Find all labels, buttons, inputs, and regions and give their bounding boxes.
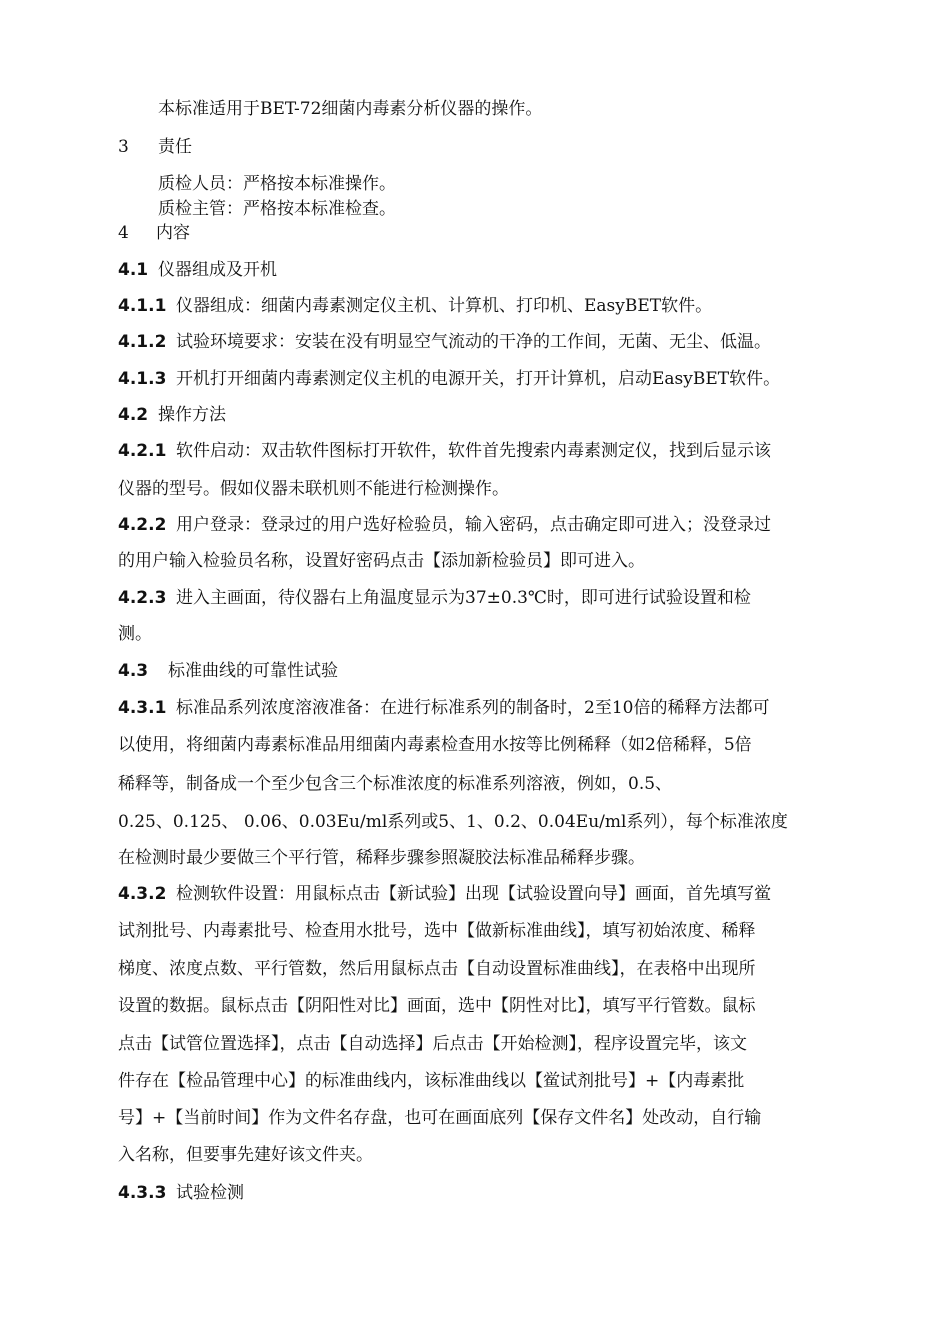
clause-number: 4.3.2: [118, 884, 167, 904]
responsibility-line: 质检人员：严格按本标准操作。: [158, 174, 396, 194]
clause-text: 试验环境要求：安装在没有明显空气流动的干净的工作间，无菌、无尘、低温。: [176, 332, 771, 352]
clause-number: 4.2.1: [118, 441, 167, 461]
section-number: 4.2: [118, 405, 149, 425]
clause-continuation: 点击【试管位置选择】，点击【自动选择】后点击【开始检测】，程序设置完毕，该文: [118, 1034, 747, 1054]
clause-number: 4.1.3: [118, 369, 167, 389]
clause-continuation: 仪器的型号。假如仪器未联机则不能进行检测操作。: [118, 479, 509, 499]
clause-continuation: 的用户输入检验员名称，设置好密码点击【添加新检验员】即可进入。: [118, 551, 645, 571]
section-4-3-heading: [118, 660, 338, 682]
clause-4-1-3: [118, 368, 780, 390]
clause-text: 检测软件设置：用鼠标点击【新试验】出现【试验设置向导】画面，首先填写鲎: [176, 884, 771, 904]
section-4-2-heading: [118, 404, 226, 426]
responsibility-line: 质检主管：严格按本标准检查。: [158, 199, 396, 219]
clause-continuation: 0.25、0.125、 0.06、0.03Eu/ml系列或5、1、0.2、0.04Eu/ml系列），每个标准浓度: [118, 812, 788, 832]
intro-paragraph: 本标准适用于BET-72细菌内毒素分析仪器的操作。: [158, 99, 543, 119]
clause-continuation: 稀释等，制备成一个至少包含三个标准浓度的标准系列溶液，例如，0.5、: [118, 774, 673, 794]
section-number: 3: [118, 137, 129, 157]
section-number: 4: [118, 223, 129, 243]
clause-4-2-3: [118, 587, 751, 609]
clause-text: 软件启动：双击软件图标打开软件，软件首先搜索内毒素测定仪，找到后显示该: [176, 441, 771, 461]
section-title: 责任: [158, 137, 192, 157]
section-3-heading: [118, 136, 192, 158]
section-4-1-heading: [118, 259, 277, 281]
clause-continuation: 入名称，但要事先建好该文件夹。: [118, 1145, 373, 1165]
clause-number: 4.2.3: [118, 588, 167, 608]
clause-text: 标准品系列浓度溶液准备：在进行标准系列的制备时，2至10倍的稀释方法都可: [176, 698, 770, 718]
section-title: 仪器组成及开机: [158, 260, 277, 280]
clause-4-1-1: [118, 295, 712, 317]
section-title: 操作方法: [158, 405, 226, 425]
section-4-heading: [118, 222, 190, 244]
clause-4-3-3-heading: [118, 1182, 244, 1204]
clause-number: 4.3.1: [118, 698, 167, 718]
clause-continuation: 件存在【检品管理中心】的标准曲线内，该标准曲线以【鲎试剂批号】+【内毒素批: [118, 1071, 745, 1091]
clause-number: 4.1.2: [118, 332, 167, 352]
clause-number: 4.1.1: [118, 296, 167, 316]
clause-4-3-2: [118, 883, 771, 905]
clause-text: 仪器组成：细菌内毒素测定仪主机、计算机、打印机、EasyBET软件。: [176, 296, 713, 316]
section-title: 内容: [156, 223, 190, 243]
clause-continuation: 测。: [118, 624, 152, 644]
clause-4-2-2: [118, 514, 771, 536]
clause-continuation: 号】+【当前时间】作为文件名存盘，也可在画面底列【保存文件名】处改动，自行输: [118, 1108, 762, 1128]
section-title: 标准曲线的可靠性试验: [168, 661, 338, 681]
clause-number: 4.3.3: [118, 1183, 167, 1203]
clause-4-1-2: [118, 331, 771, 353]
clause-4-2-1: [118, 440, 771, 462]
clause-continuation: 设置的数据。鼠标点击【阴阳性对比】画面，选中【阴性对比】，填写平行管数。鼠标: [118, 996, 756, 1016]
clause-text: 进入主画面，待仪器右上角温度显示为37±0.3℃时，即可进行试验设置和检: [176, 588, 751, 608]
clause-text: 开机打开细菌内毒素测定仪主机的电源开关，打开计算机，启动EasyBET软件。: [176, 369, 781, 389]
clause-continuation: 试剂批号、内毒素批号、检查用水批号，选中【做新标准曲线】，填写初始浓度、稀释: [118, 921, 756, 941]
section-number: 4.3: [118, 661, 149, 681]
clause-text: 用户登录：登录过的用户选好检验员，输入密码，点击确定即可进入；没登录过: [176, 515, 771, 535]
clause-4-3-1: [118, 697, 769, 719]
clause-number: 4.2.2: [118, 515, 167, 535]
clause-continuation: 梯度、浓度点数、平行管数，然后用鼠标点击【自动设置标准曲线】，在表格中出现所: [118, 959, 756, 979]
clause-continuation: 在检测时最少要做三个平行管，稀释步骤参照凝胶法标准品稀释步骤。: [118, 848, 645, 868]
section-number: 4.1: [118, 260, 149, 280]
clause-title: 试验检测: [176, 1183, 244, 1203]
clause-continuation: 以使用，将细菌内毒素标准品用细菌内毒素检查用水按等比例稀释（如2倍稀释，5倍: [118, 735, 752, 755]
